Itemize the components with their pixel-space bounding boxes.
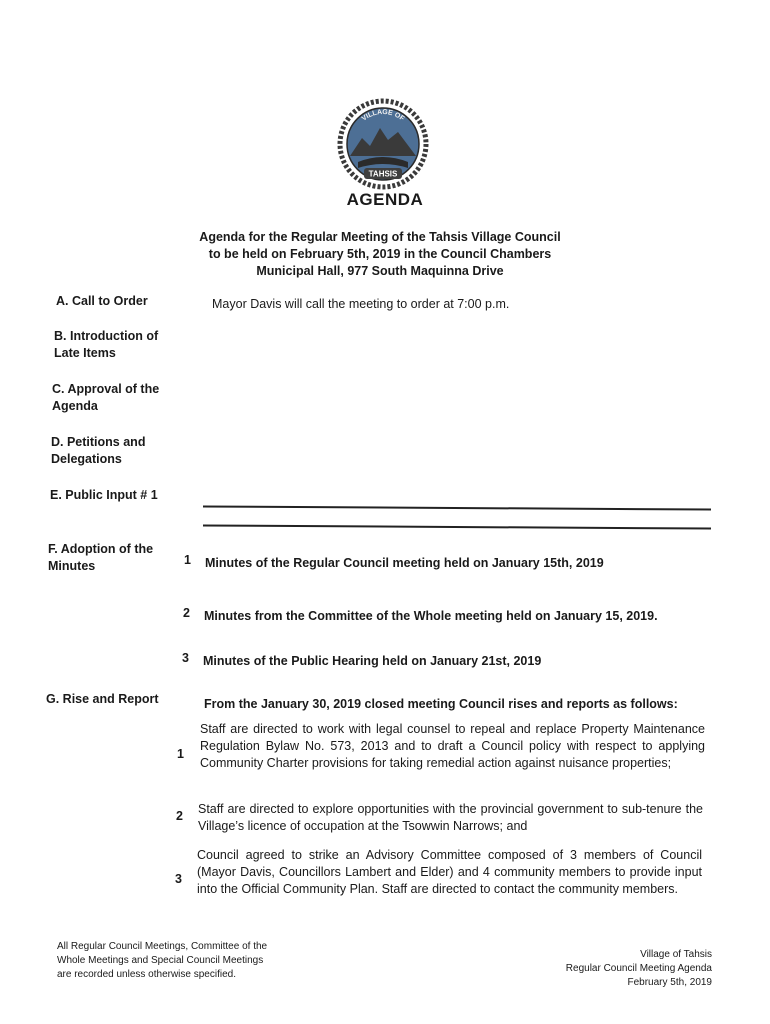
minutes-item-number: 1 bbox=[184, 553, 191, 567]
crest-top-text: VILLAGE OF bbox=[360, 108, 406, 123]
section-b-label: B. Introduction of Late Items bbox=[54, 329, 159, 360]
section-g-label: G. Rise and Report bbox=[46, 692, 159, 706]
section-a-label: A. Call to Order bbox=[56, 294, 148, 308]
minutes-item: Minutes of the Regular Council meeting held on January 15th, 2019 bbox=[205, 556, 604, 570]
meeting-header-line3: Municipal Hall, 977 South Maquinna Drive bbox=[256, 264, 504, 278]
section-f-label: F. Adoption of the Minutes bbox=[48, 542, 154, 573]
rise-report-intro: From the January 30, 2019 closed meeting Council rises and reports as follows: bbox=[204, 697, 678, 711]
report-item: Staff are directed to work with legal counsel to repeal and replace Property Maintenance Regulation Bylaw No. 573, 2013 and to draft a Council policy with respect to applying Community Charter provisions for taking remedial action against nuisance properties; bbox=[200, 722, 705, 770]
section-a-text: Mayor Davis will call the meeting to order at 7:00 p.m. bbox=[212, 297, 510, 311]
minutes-item: Minutes of the Public Hearing held on January 21st, 2019 bbox=[203, 654, 542, 668]
meeting-header-line2: to be held on February 5th, 2019 in the Council Chambers bbox=[208, 247, 552, 261]
crest-bottom-text: TAHSIS bbox=[368, 169, 398, 179]
public-input-line-1 bbox=[203, 505, 711, 510]
report-item: Staff are directed to explore opportunities with the provincial government to sub-tenure the Village’s licence of occupation at the Tsowwin Narrows; and bbox=[198, 802, 703, 833]
meeting-header-line1: Agenda for the Regular Meeting of the Tahsis Village Council bbox=[199, 230, 561, 244]
report-item-number: 2 bbox=[176, 809, 183, 823]
report-item-number: 3 bbox=[175, 872, 182, 886]
public-input-line-2 bbox=[203, 524, 711, 529]
footer-recording-note: All Regular Council Meetings, Committee of the Whole Meetings and Special Council Meetings are recorded unless otherwise specified. bbox=[57, 941, 268, 980]
section-c-label: C. Approval of the Agenda bbox=[52, 382, 160, 413]
section-d-label: D. Petitions and Delegations bbox=[51, 435, 146, 466]
minutes-item-number: 2 bbox=[183, 606, 190, 620]
minutes-item: Minutes from the Committee of the Whole meeting held on January 15, 2019. bbox=[204, 609, 658, 623]
report-item-number: 1 bbox=[177, 747, 184, 761]
section-e-label: E. Public Input # 1 bbox=[50, 488, 158, 502]
report-item: Council agreed to strike an Advisory Committee composed of 3 members of Council (Mayor Davis, Councillors Lambert and Elder) and 4 community members to provide input into the Official Community Plan. Staff are directed to contact the community members. bbox=[197, 848, 702, 896]
footer-document-info: Village of Tahsis Regular Council Meeting Agenda February 5th, 2019 bbox=[565, 949, 712, 988]
page-title: AGENDA bbox=[346, 190, 424, 209]
village-crest-logo bbox=[328, 98, 438, 190]
minutes-item-number: 3 bbox=[182, 651, 189, 665]
